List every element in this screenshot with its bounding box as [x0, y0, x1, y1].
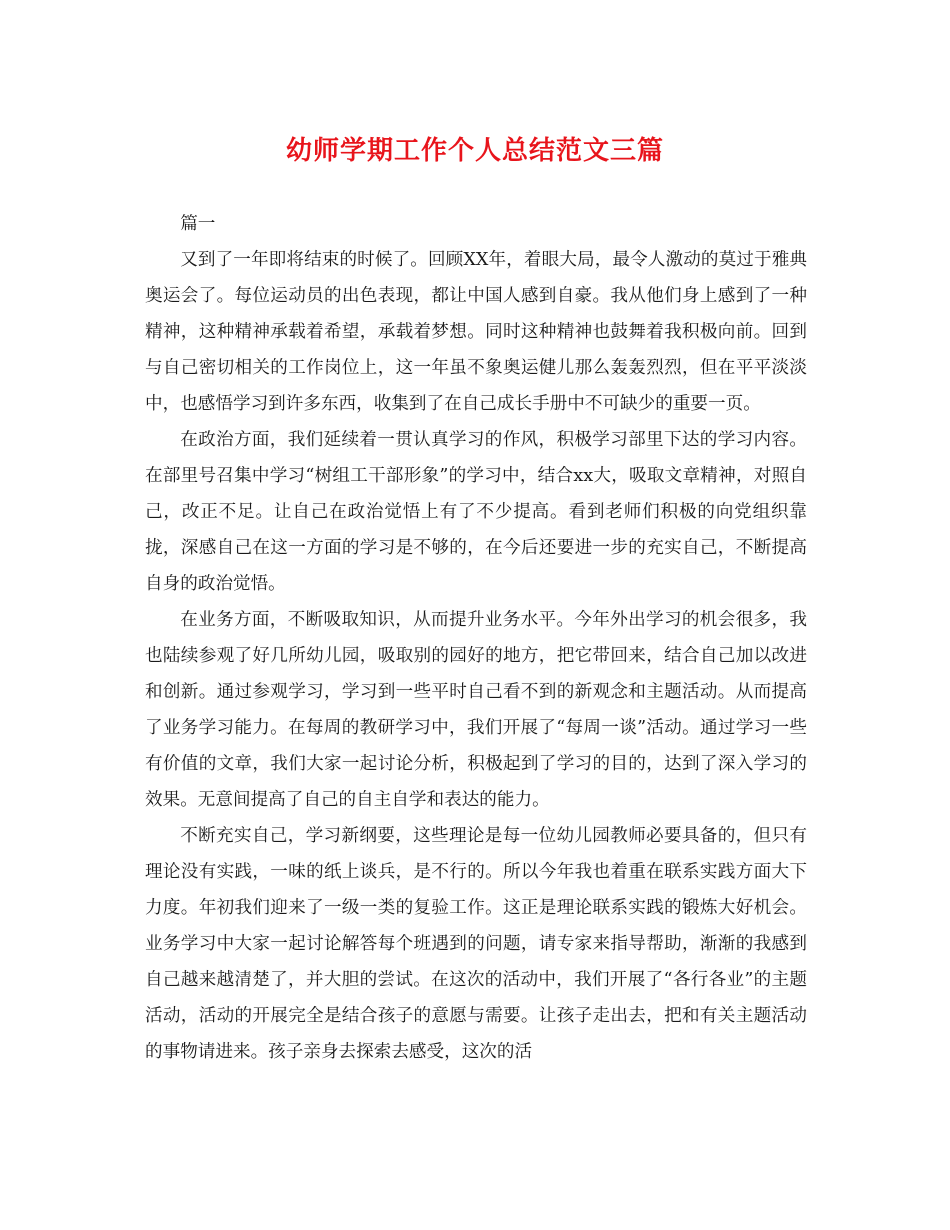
document-body	[145, 206, 807, 1070]
paragraph-4: 不断充实自己，学习新纲要，这些理论是每一位幼儿园教师必要具备的，但只有理论没有实践，一味的纸上谈兵，是不行的。所以今年我也着重在联系实践方面大下力度。年初我们迎来了一级一类的复验工作。这正是理论联系实践的锻炼大好机会。业务学习中大家一起讨论解答每个班遇到的问题，请专家来指导帮助，渐渐的我感到自己越来越清楚了，并大胆的尝试。在这次的活动中，我们开展了“各行各业”的主题活动，活动的开展完全是结合孩子的意愿与需要。让孩子走出去，把和有关主题活动的事物请进来。孩子亲身去探索去感受，这次的活	[145, 826, 807, 1062]
document-title: 幼师学期工作个人总结范文三篇	[285, 136, 664, 166]
paragraph-3: 在业务方面，不断吸取知识，从而提升业务水平。今年外出学习的机会很多，我也陆续参观了好几所幼儿园，吸取别的园好的地方，把它带回来，结合自己加以改进和创新。通过参观学习，学习到一些平时自己看不到的新观念和主题活动。从而提高了业务学习能力。在每周的教研学习中，我们开展了“每周一谈”活动。通过学习一些有价值的文章，我们大家一起讨论分析，积极起到了学习的目的，达到了深入学习的效果。无意间提高了自己的自主自学和表达的能力。	[145, 610, 807, 810]
section-heading: 篇一	[180, 214, 216, 234]
paragraph-2: 在政治方面，我们延续着一贯认真学习的作风，积极学习部里下达的学习内容。在部里号召集中学习“树组工干部形象”的学习中，结合xx大，吸取文章精神，对照自己，改正不足。让自己在政治觉悟上有了不少提高。看到老师们积极的向党组织靠拢，深感自己在这一方面的学习是不够的，在今后还要进一步的充实自己，不断提高自身的政治觉悟。	[145, 430, 807, 594]
paragraph-1: 又到了一年即将结束的时候了。回顾XX年，着眼大局，最令人激动的莫过于雅典奥运会了。每位运动员的出色表现，都让中国人感到自豪。我从他们身上感到了一种精神，这种精神承载着希望，承载着梦想。同时这种精神也鼓舞着我积极向前。回到与自己密切相关的工作岗位上，这一年虽不象奥运健儿那么轰轰烈烈，但在平平淡淡中，也感悟学习到许多东西，收集到了在自己成长手册中不可缺少的重要一页。	[145, 250, 807, 414]
